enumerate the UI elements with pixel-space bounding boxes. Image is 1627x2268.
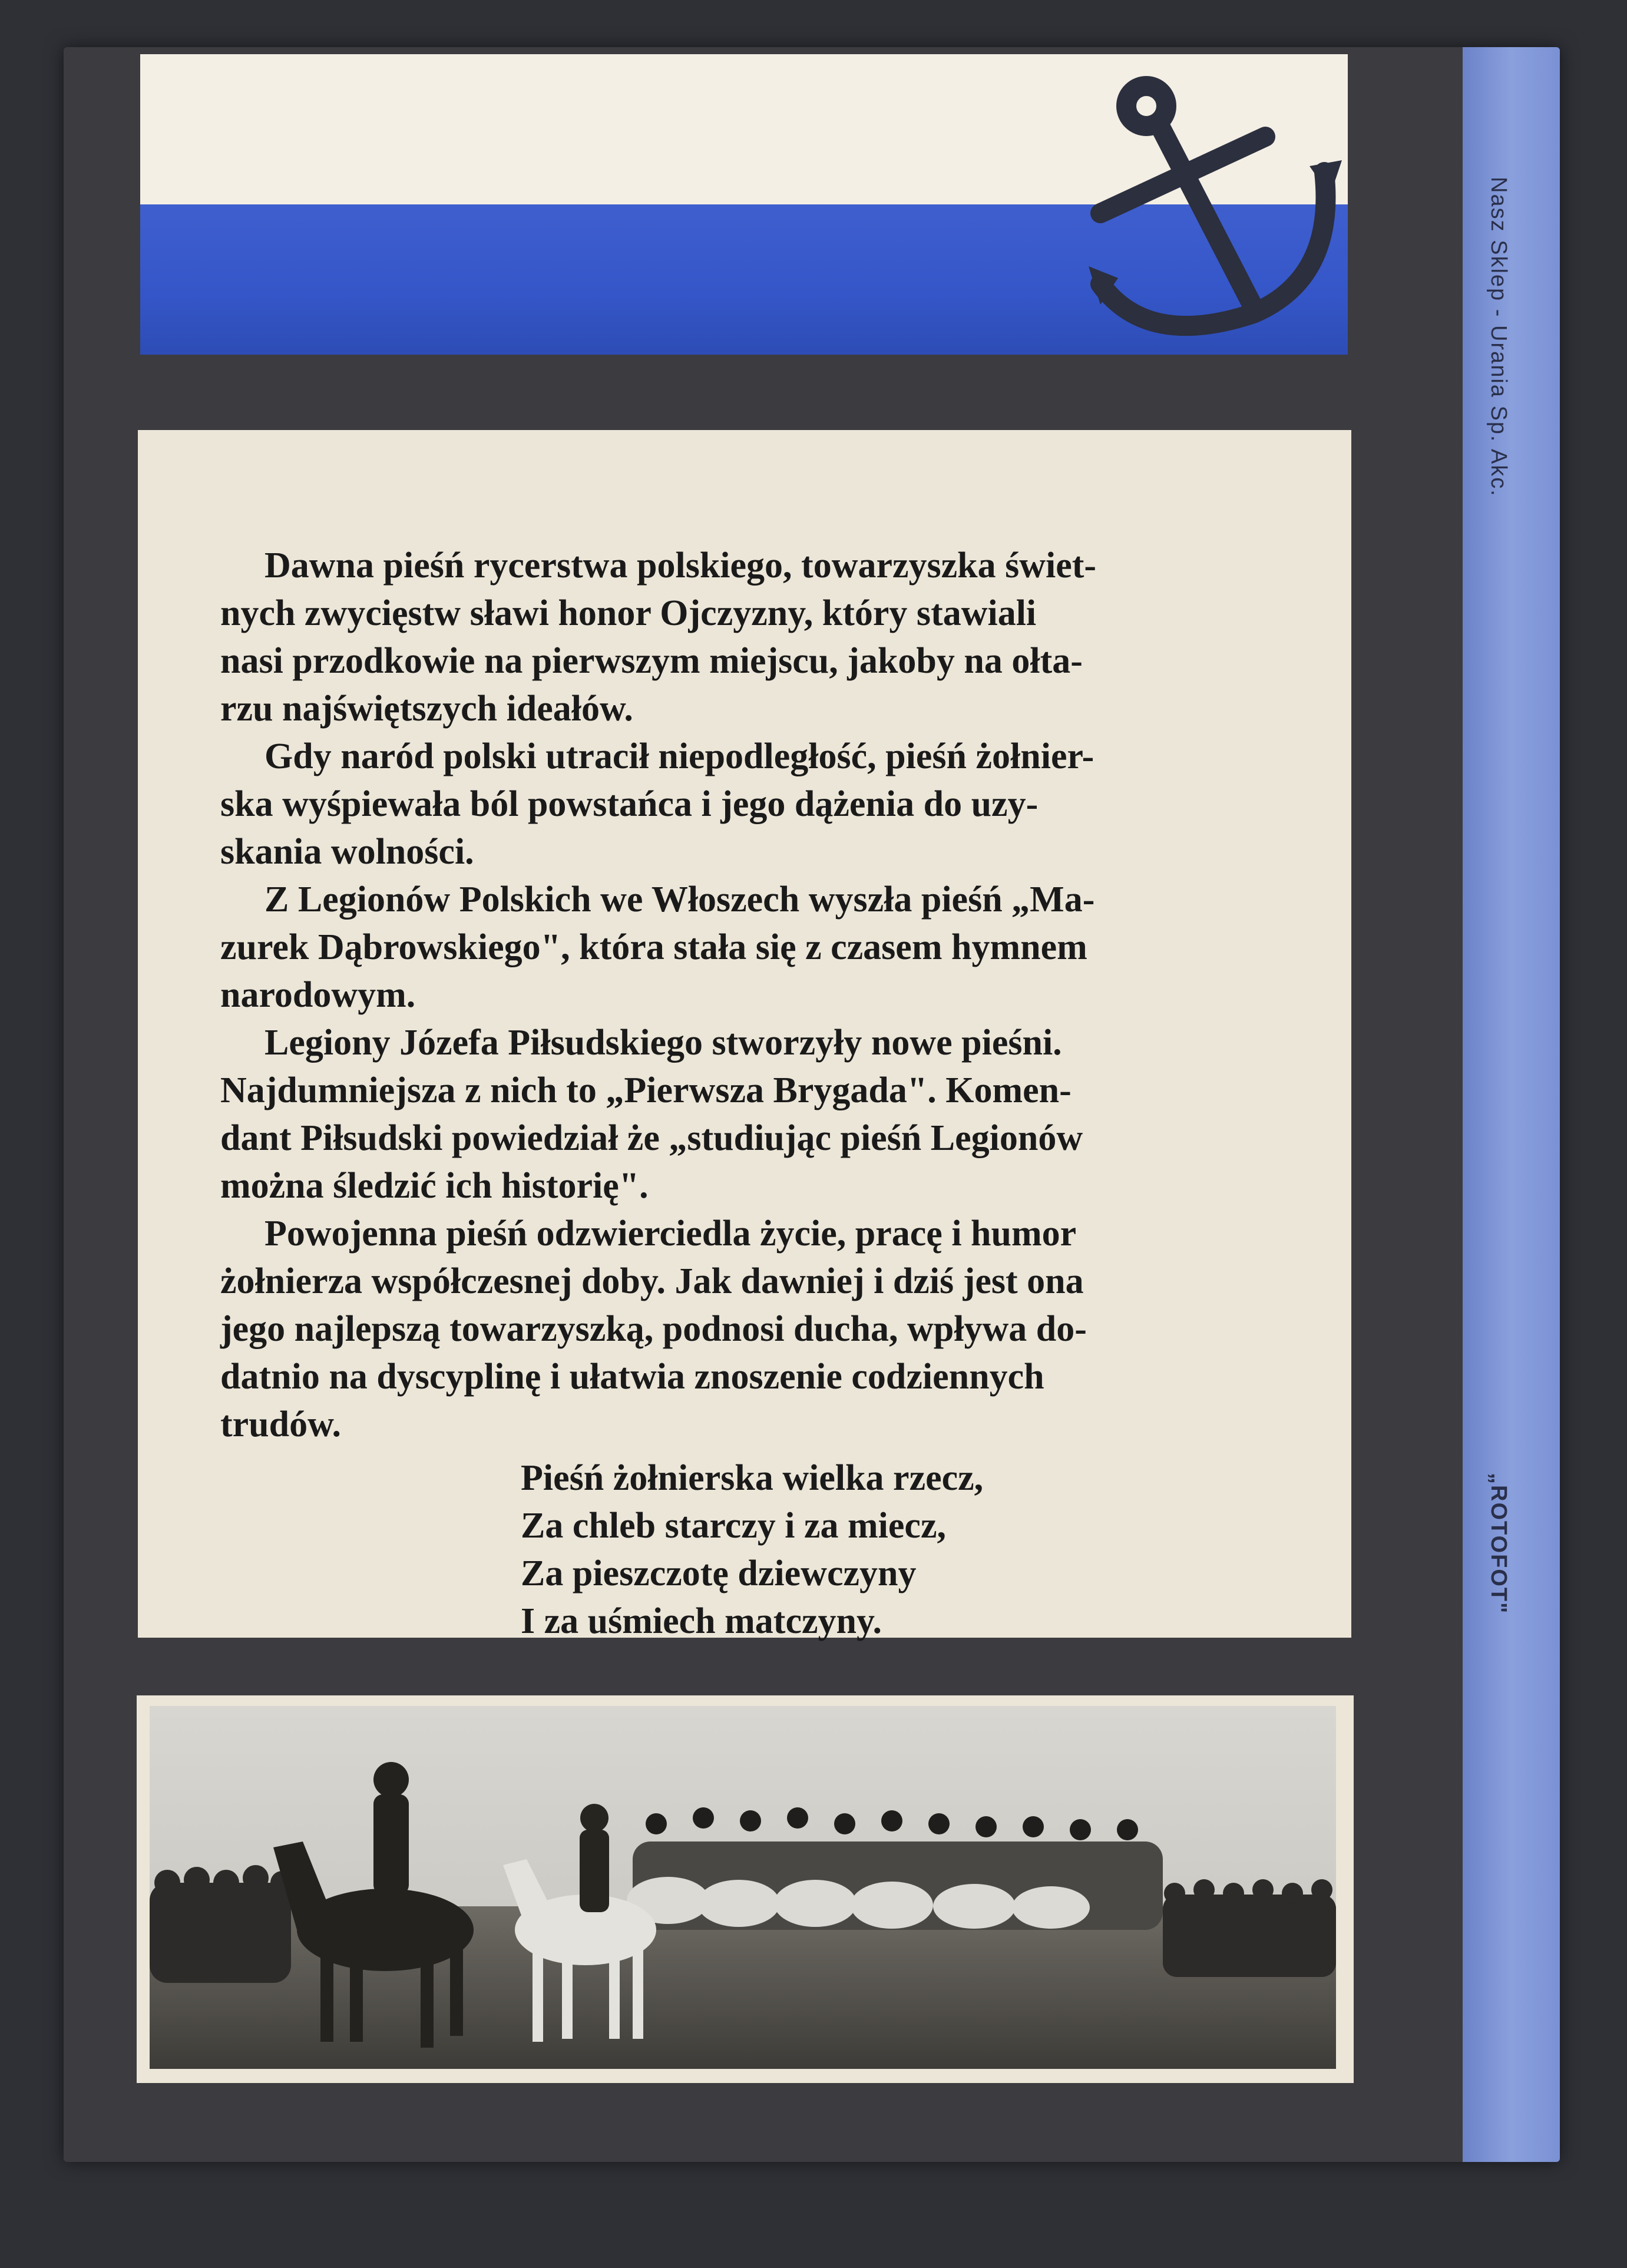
paragraph xyxy=(220,542,1263,733)
paragraph-line: nych zwycięstw sławi honor Ojczyzny, który stawiali xyxy=(220,593,1037,633)
spine-strip xyxy=(1463,47,1560,2162)
paragraph-line: Najdumniejsza z nich to „Pierwsza Brygada". Komen- xyxy=(220,1070,1072,1110)
printer-imprint: „ROTOFOT" xyxy=(1486,1473,1511,1615)
paragraph-line: narodowym. xyxy=(220,975,416,1015)
paragraph xyxy=(220,876,1263,1019)
paragraph-line: Powojenna pieśń odzwierciedla życie, pracę i humor xyxy=(264,1214,1077,1254)
paragraph-line: Z Legionów Polskich we Włoszech wyszła pieśń „Ma- xyxy=(264,880,1095,920)
photo-panel xyxy=(137,1695,1354,2083)
text-panel xyxy=(138,430,1351,1641)
paragraph-line: trudów. xyxy=(220,1404,341,1444)
booklet-back-cover xyxy=(64,47,1560,2162)
paragraph-line: ska wyśpiewała ból powstańca i jego dążenia do uzy- xyxy=(220,784,1039,824)
verse xyxy=(220,1454,1263,1645)
paragraph-line: Dawna pieśń rycerstwa polskiego, towarzyszka świet- xyxy=(264,545,1097,586)
verse-line: Za pieszczotę dziewczyny xyxy=(521,1553,917,1593)
publisher-imprint: Nasz Sklep - Urania Sp. Akc. xyxy=(1486,177,1511,497)
paragraph-line: można śledzić ich historię". xyxy=(220,1166,649,1206)
paragraph xyxy=(220,1019,1263,1210)
paragraph-line: skania wolności. xyxy=(220,832,474,872)
verse-line: Pieśń żołnierska wielka rzecz, xyxy=(521,1458,984,1498)
flag-banner xyxy=(140,54,1348,355)
paragraph xyxy=(220,733,1263,876)
cavalry-parade-photo xyxy=(150,1706,1336,2069)
verse-line: I za uśmiech matczyny. xyxy=(521,1601,882,1641)
paragraph-line: Gdy naród polski utracił niepodległość, pieśń żołnier- xyxy=(264,736,1094,776)
paragraph-line: jego najlepszą towarzyszką, podnosi ducha, wpływa do- xyxy=(220,1309,1087,1349)
paragraph-line: rzu najświętszych ideałów. xyxy=(220,689,633,729)
paragraph-line: dant Piłsudski powiedział że „studiując pieśń Legionów xyxy=(220,1118,1083,1158)
paragraph-line: nasi przodkowie na pierwszym miejscu, jakoby na ołta- xyxy=(220,641,1083,681)
paragraph-line: żołnierza współczesnej doby. Jak dawniej i dziś jest ona xyxy=(220,1261,1084,1301)
paragraph-line: datnio na dyscyplinę i ułatwia znoszenie codziennych xyxy=(220,1357,1044,1397)
paragraph xyxy=(220,1210,1263,1449)
paragraph-line: Legiony Józefa Piłsudskiego stworzyły nowe pieśni. xyxy=(264,1023,1062,1063)
paragraph-line: zurek Dąbrowskiego", która stała się z czasem hymnem xyxy=(220,927,1087,967)
anchor-icon xyxy=(1077,72,1354,355)
verse-line: Za chleb starczy i za miecz, xyxy=(521,1506,946,1546)
